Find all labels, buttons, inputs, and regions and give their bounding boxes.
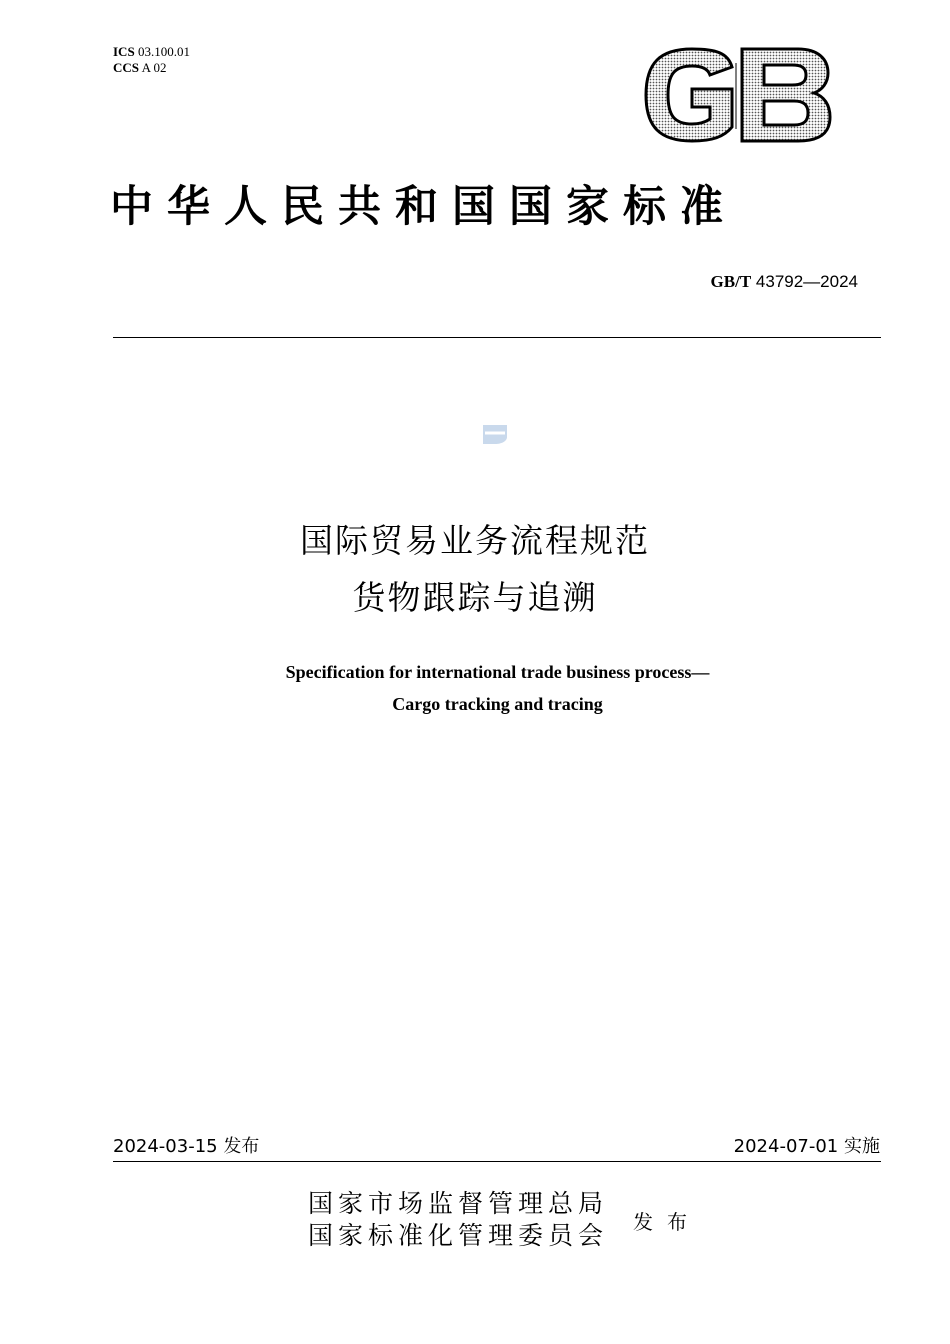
implementation-date: 2024-07-01 实施: [733, 1136, 880, 1157]
ccs-value: A 02: [141, 60, 167, 75]
standard-number-value: 43792—2024: [755, 272, 858, 291]
sac-watermark-icon: [480, 423, 510, 445]
title-en-line1: Specification for international trade business process—: [285, 662, 710, 682]
ics-code: [113, 44, 190, 60]
ics-value: 03.100.01: [137, 44, 190, 59]
issued-by-label: 发布: [633, 1210, 701, 1234]
standard-number-prefix: GB/T: [710, 272, 752, 291]
issue-date: 2024-03-15 发布: [113, 1136, 260, 1157]
classification-codes: [113, 44, 190, 76]
issuer-samr: 国家市场监督管理总局: [308, 1189, 609, 1218]
top-divider: [113, 337, 881, 338]
title-en-line2: Cargo tracking and tracing: [392, 694, 603, 714]
title-cn-line1: 国际贸易业务流程规范: [300, 521, 650, 560]
ccs-label: CCS: [113, 60, 140, 75]
ccs-code: [113, 60, 190, 76]
standard-number: [711, 272, 858, 292]
ics-label: ICS: [113, 44, 135, 59]
bottom-divider: [113, 1161, 881, 1162]
national-standard-title: 中华人民共和国国家标准: [110, 182, 737, 232]
issuer-sac: 国家标准化管理委员会: [308, 1221, 609, 1250]
title-cn-line2: 货物跟踪与追溯: [352, 578, 598, 617]
gb-logo-icon: [640, 45, 835, 145]
